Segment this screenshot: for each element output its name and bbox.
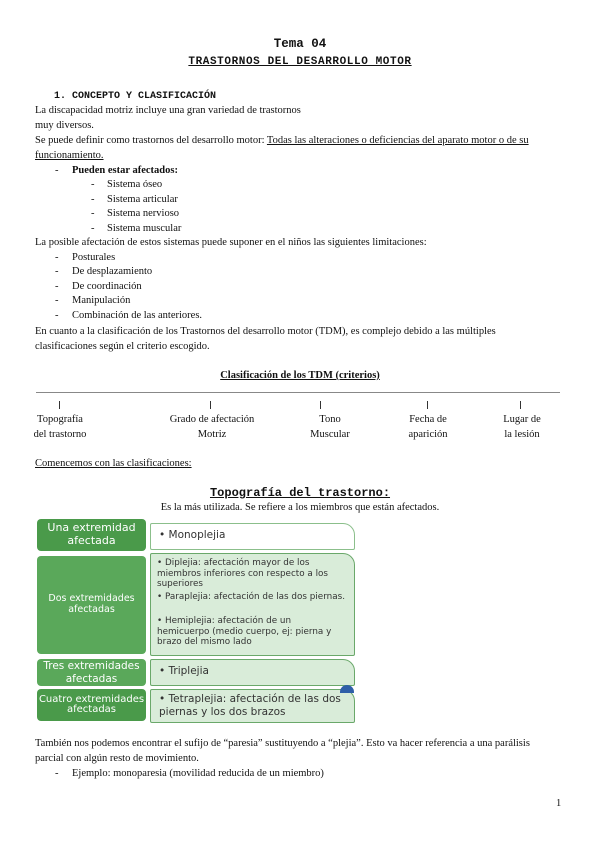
- tick: [427, 401, 428, 409]
- paragraph-line: parcial con algún resto de movimiento.: [35, 753, 199, 764]
- definition-text: Todas las alteraciones o deficiencias del aparato motor o de su: [266, 135, 529, 146]
- group-label-two-limbs: [37, 556, 146, 654]
- group-item: • Triplejia: [159, 665, 209, 677]
- bullet-dash: -: [55, 252, 59, 263]
- group-item: • Monoplejia: [159, 529, 226, 541]
- group-label-four-limbs: [37, 689, 146, 721]
- definition-text-cont: funcionamiento.: [35, 150, 104, 161]
- bullet-dash: -: [55, 310, 59, 321]
- affected-label: Pueden estar afectados:: [72, 165, 178, 176]
- criterion-line: la lesión: [504, 428, 540, 440]
- list-item: Sistema articular: [107, 194, 178, 205]
- criterion-line: Muscular: [310, 428, 350, 440]
- section-heading: 1. CONCEPTO Y CLASIFICACIÓN: [54, 91, 217, 102]
- topografia-subtitle: Es la más utilizada. Se refiere a los miembros que están afectados.: [160, 502, 440, 513]
- group-label-line: afectadas: [68, 604, 115, 615]
- criterion-line: Lugar de: [503, 414, 541, 425]
- group-label-three-limbs: [37, 659, 146, 686]
- group-item-text: Tetraplejia: afectación de las dos piernas y los dos brazos: [159, 693, 341, 718]
- group-item: • Hemiplejia: afectación de un hemicuerpo (medio cuerpo, ej: pierna y brazo del mismo lado: [157, 616, 332, 647]
- criteria-title: Clasificación de los TDM (criterios): [220, 370, 380, 381]
- group-label-line: Tres extremidades: [43, 660, 140, 673]
- paragraph-line: La discapacidad motriz incluye una gran variedad de trastornos: [35, 105, 301, 116]
- topografia-title: Topografía del trastorno:: [209, 486, 391, 500]
- tick: [520, 401, 521, 409]
- group-item-text: Triplejia: [168, 665, 209, 677]
- criterion: [152, 413, 272, 442]
- list-item: Posturales: [72, 252, 116, 263]
- tick: [59, 401, 60, 409]
- tema-label: Tema 04: [273, 37, 327, 51]
- bullet-dash: -: [55, 165, 59, 176]
- criterion-line: Topografía: [37, 414, 83, 425]
- group-item-text: Hemiplejia: afectación de un hemicuerpo (medio cuerpo, ej: pierna y brazo del mismo lado: [157, 616, 332, 647]
- criterion-line: aparición: [408, 428, 448, 440]
- group-panel: [150, 659, 355, 686]
- bullet-dash: -: [55, 266, 59, 277]
- paragraph-line: También nos podemos encontrar el sufijo de “paresia” sustituyendo a “plejia”. Esto va hacer referencia a una parálisis: [35, 738, 530, 749]
- page-title: TRASTORNOS DEL DESARROLLO MOTOR: [188, 56, 412, 68]
- sub-dash: -: [91, 194, 95, 205]
- definition-line: [35, 135, 529, 146]
- tick: [210, 401, 211, 409]
- list-item: De coordinación: [72, 281, 142, 292]
- list-item: De desplazamiento: [72, 266, 153, 277]
- paragraph-line: En cuanto a la clasificación de los Trastornos del desarrollo motor (TDM), es complejo debido a las múltiples: [35, 326, 496, 337]
- criterion-line: Motriz: [197, 428, 227, 440]
- sub-dash: -: [91, 179, 95, 190]
- bullet-dash: -: [55, 295, 59, 306]
- criterion-line: del trastorno: [33, 428, 87, 440]
- example-item: Ejemplo: monoparesia (movilidad reducida de un miembro): [72, 768, 324, 779]
- bullet-dash: -: [55, 281, 59, 292]
- sub-dash: -: [91, 208, 95, 219]
- definition-prefix: Se puede definir como trastornos del desarrollo motor:: [35, 135, 267, 146]
- criterion-line: Fecha de: [409, 414, 447, 425]
- group-label-line: afectadas: [65, 672, 118, 685]
- page-number: 1: [556, 798, 562, 809]
- paragraph-line: muy diversos.: [35, 120, 94, 131]
- criterion-line: Tono: [319, 414, 341, 425]
- group-label-line: Cuatro extremidades: [38, 693, 145, 705]
- group-panel: [150, 689, 355, 723]
- limits-intro: La posible afectación de estos sistemas puede suponer en el niños las siguientes limitaciones:: [35, 237, 427, 248]
- criterion: [482, 413, 562, 442]
- paragraph-line: clasificaciones según el criterio escogido.: [35, 341, 210, 352]
- criterion: [388, 413, 468, 442]
- list-item: Manipulación: [72, 295, 131, 306]
- group-panel: [150, 553, 355, 656]
- list-item: Sistema nervioso: [107, 208, 180, 219]
- divider: [36, 392, 560, 393]
- group-item-text: Paraplejia: afectación de las dos piernas.: [165, 592, 345, 602]
- group-item: • Paraplejia: afectación de las dos piernas.: [157, 592, 345, 602]
- list-item: Sistema óseo: [107, 179, 163, 190]
- group-label-line: afectada: [67, 534, 116, 547]
- group-label-one-limb: [37, 519, 146, 551]
- list-item: Sistema muscular: [107, 223, 182, 234]
- group-item: • Tetraplejia: afectación de las dos piernas y los dos brazos: [159, 693, 341, 718]
- list-item: Combinación de las anteriores.: [72, 310, 203, 321]
- accent-corner: [340, 685, 354, 693]
- group-item: • Diplejia: afectación mayor de los miembros inferiores con respecto a los superiores: [157, 558, 329, 589]
- group-label-line: Dos extremidades: [48, 593, 135, 605]
- criterion: [20, 413, 100, 442]
- criterion-line: Grado de afectación: [169, 414, 255, 425]
- group-item-text: Diplejia: afectación mayor de los miembros inferiores con respecto a los superiores: [157, 558, 329, 589]
- group-panel: [150, 523, 355, 550]
- criterion: [290, 413, 370, 442]
- group-label-line: afectadas: [66, 704, 117, 715]
- group-label-line: Una extremidad: [47, 521, 136, 535]
- group-item-text: Monoplejia: [168, 529, 226, 541]
- tick: [320, 401, 321, 409]
- start-text: Comencemos con las clasificaciones:: [35, 458, 192, 469]
- sub-dash: -: [91, 223, 95, 234]
- bullet-dash: -: [55, 768, 59, 779]
